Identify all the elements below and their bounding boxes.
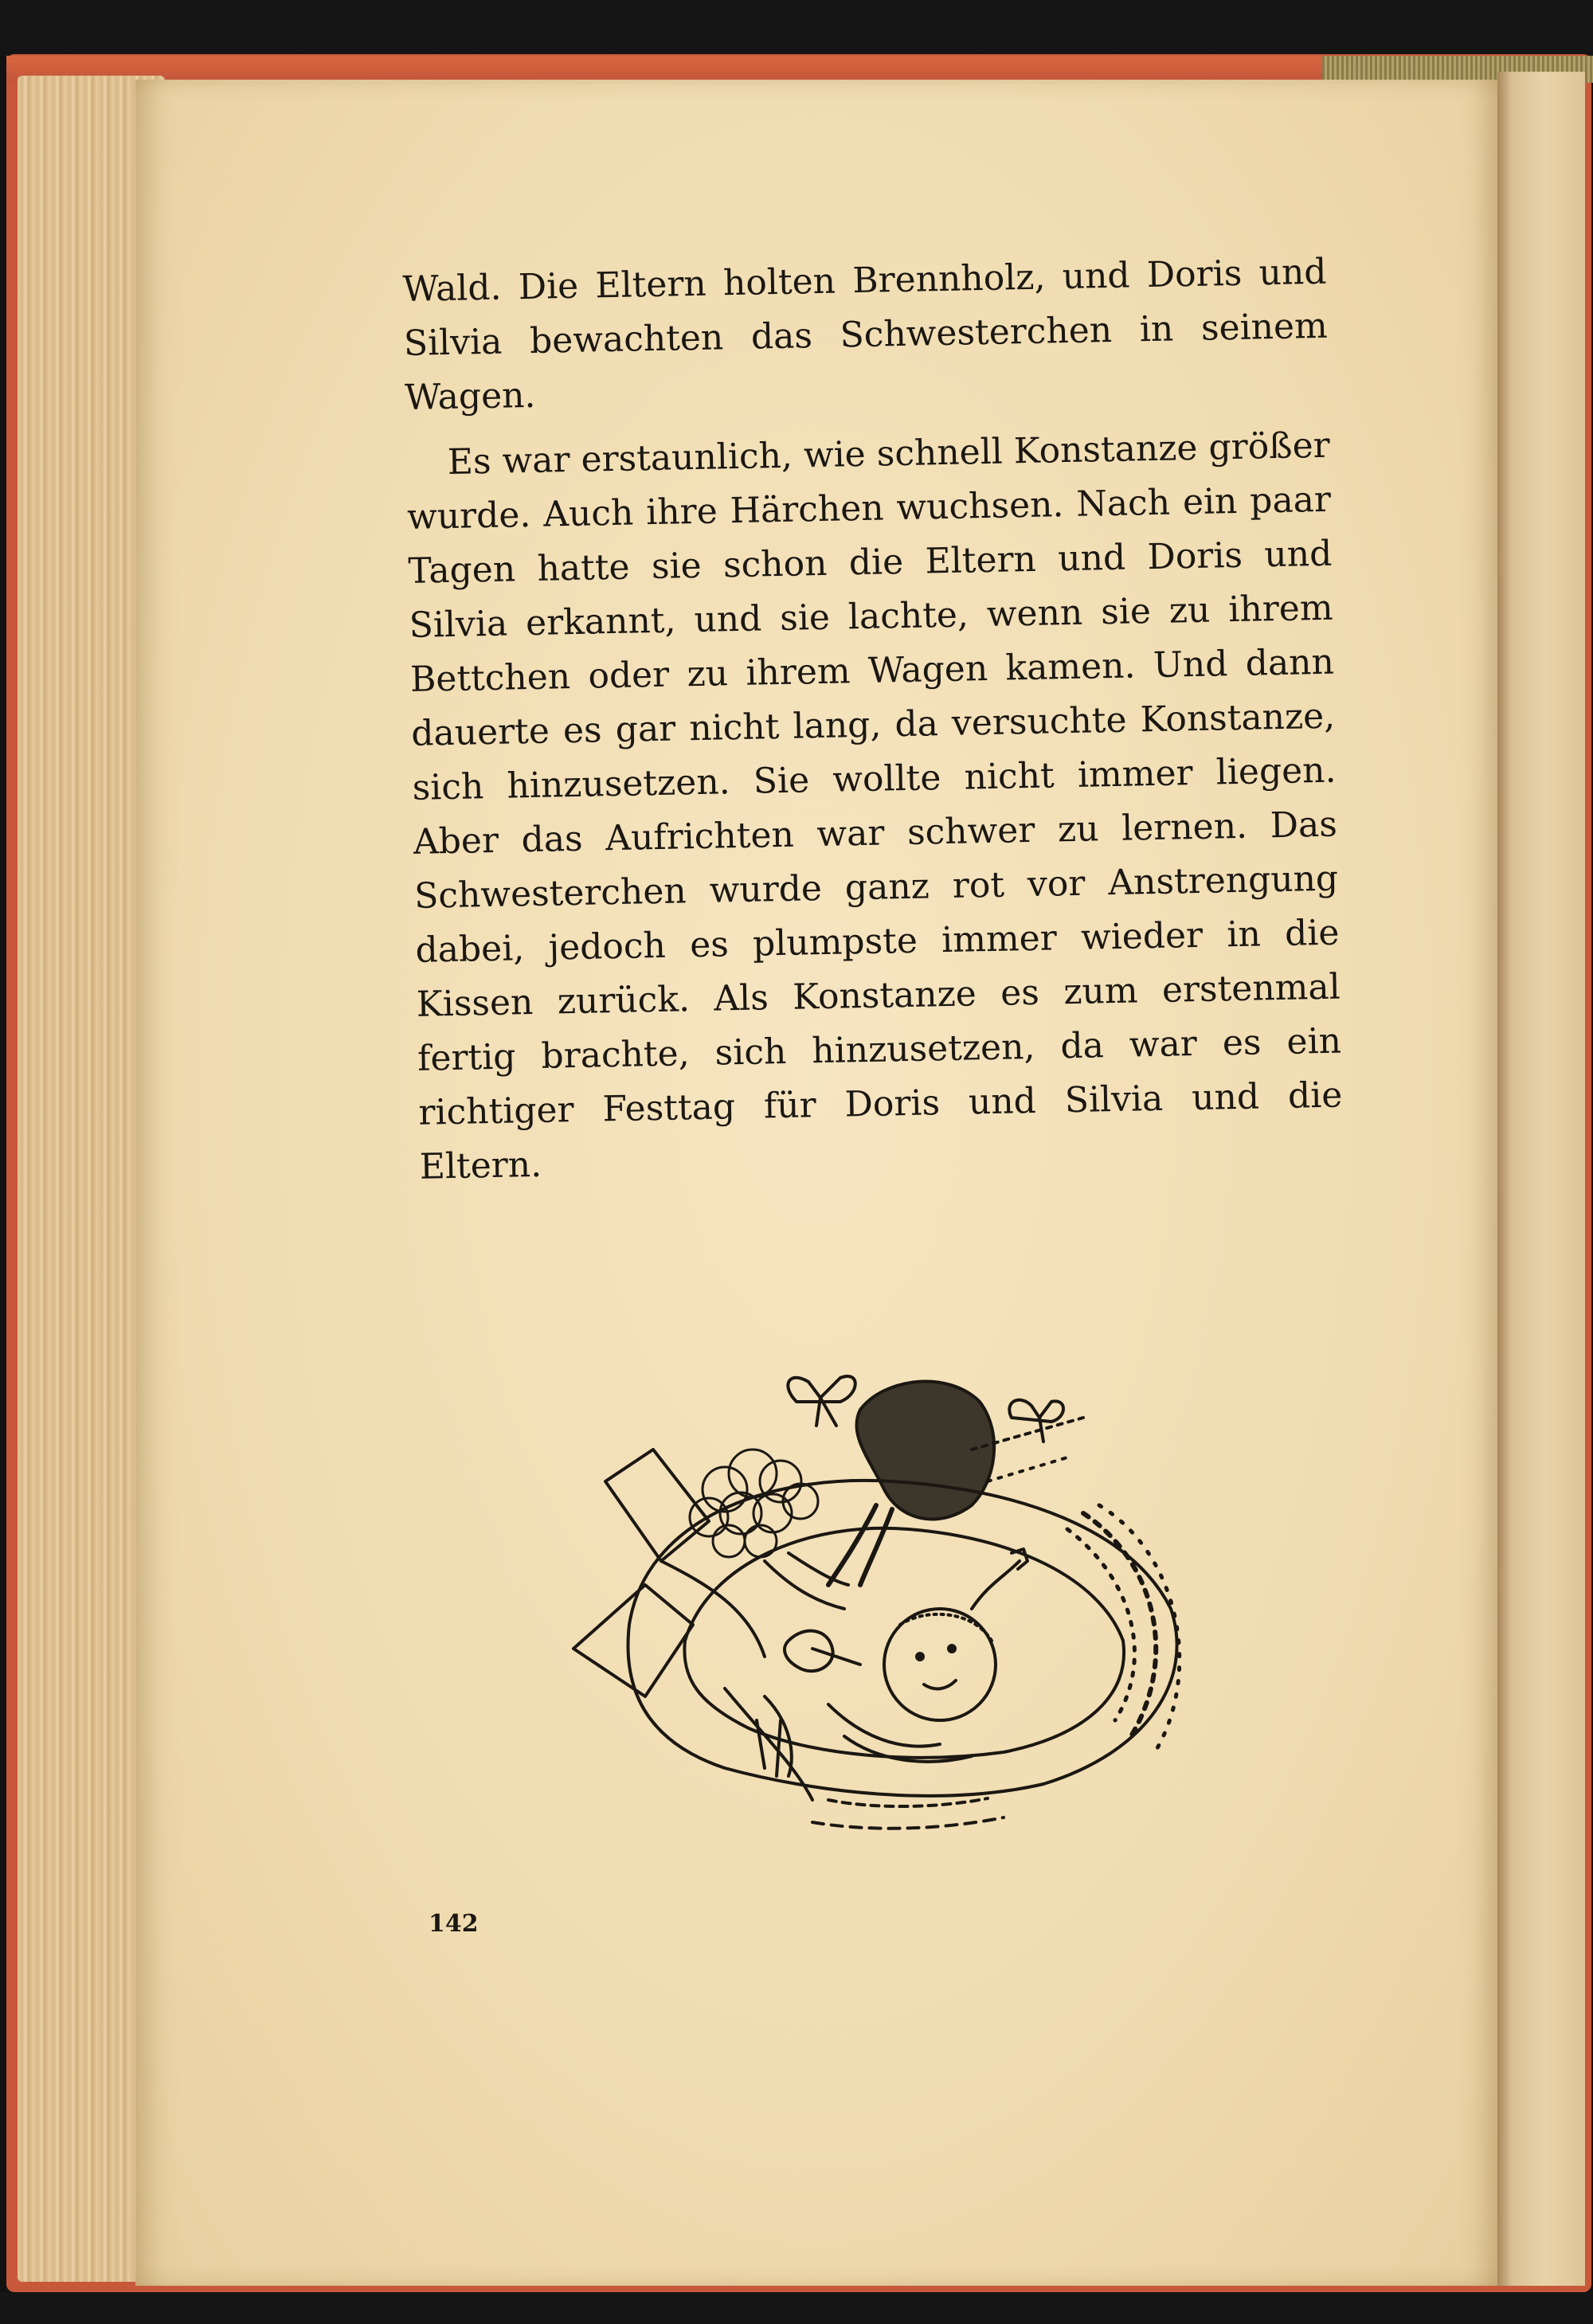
facing-page-edge xyxy=(1497,72,1585,2286)
baby-in-basket-illustration xyxy=(526,1322,1195,1848)
paragraph-1: Wald. Die Eltern holten Brennholz, und Doris und Silvia bewachten das Schwesterchen in seinem Wagen. xyxy=(402,251,1329,418)
body-text xyxy=(402,245,1344,1195)
paragraph-2: Es war erstaunlich, wie schnell Konstanze größer wurde. Auch ihre Härchen wuchsen. Nach ein paar Tagen hatte sie schon die Eltern und Doris und Silvia erkannt, und sie lachte, wenn sie zu ihrem Bettchen oder zu ihrem Wagen kamen. Und dann dauerte es gar nicht lang, da versuchte Konstanze, sich hinzusetzen. Sie wollte nicht immer liegen. Aber das Aufrichten war schwer zu lernen. Das Schwesterchen wurde ganz rot vor Anstrengung dabei, jedoch es plumpste immer wieder in die Kissen zurück. Als Konstanze es zum erstenmal fertig brachte, sich hinzusetzen, da war es ein richtiger Festtag für Doris und Silvia und die Eltern. xyxy=(406,425,1343,1187)
bottom-background xyxy=(0,2292,1593,2324)
page-number: 142 xyxy=(429,1910,479,1938)
top-background xyxy=(0,0,1593,56)
book-cover-edge xyxy=(6,56,1329,83)
